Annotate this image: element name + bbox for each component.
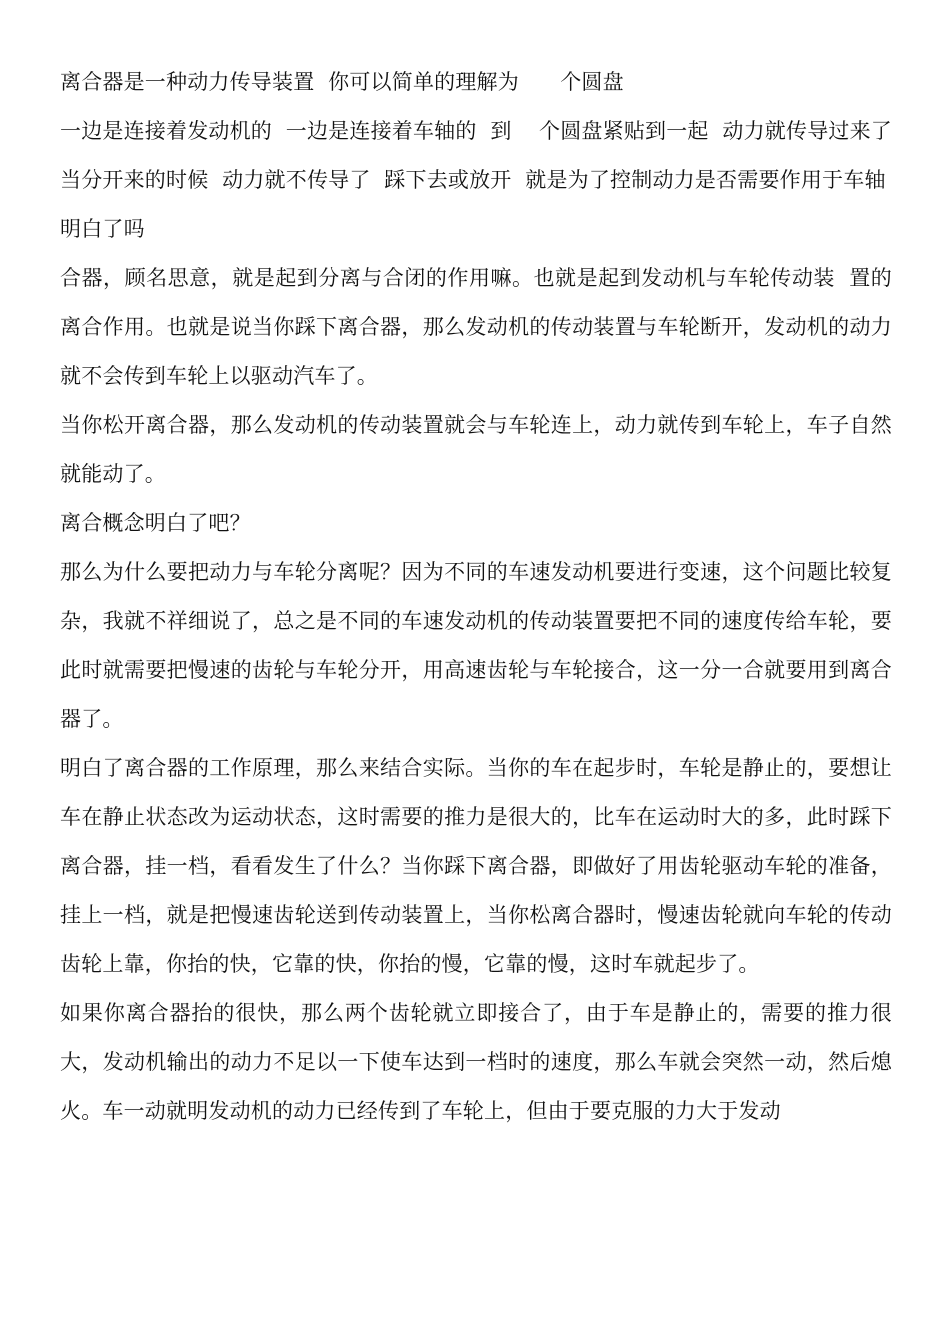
document-page	[60, 58, 906, 1136]
paragraph-clutch-definition: 离合器是一种动力传导装置 你可以简单的理解为 个圆盘	[60, 70, 624, 94]
paragraph-starting-car: 明白了离合器的工作原理，那么来结合实际。当你的车在起步时，车轮是静止的，要想让车在静止状态改为运动状态，这时需要的推力是很大的，比车在运动时大的多，此时踩下离合器，挂一档，看看发生了什么？当你踩下离合器，即做好了用齿轮驱动车轮的准备，挂上一档，就是把慢速齿轮送到传动装置上，当你松离合器时，慢速齿轮就向车轮的传动齿轮上靠，你抬的快，它靠的快，你抬的慢，它靠的慢，这时车就起步了。	[60, 756, 892, 976]
paragraph-clutch-discs: 一边是连接着发动机的 一边是连接着车轴的 到 个圆盘紧贴到一起 动力就传导过来了 当分开来的时候 动力就不传导了 踩下去或放开 就是为了控制动力是否需要作用于车轴	[60, 119, 906, 192]
paragraph-separation-function: 合器，顾名思意，就是起到分离与合闭的作用嘛。也就是起到发动机与车轮传动装 置的离合作用。也就是说当你踩下离合器，那么发动机的传动装置与车轮断开，发动机的动力就不会传到车轮上以驱动汽车了。	[60, 266, 892, 388]
paragraph-understand-question: 明白了吗	[60, 217, 145, 241]
paragraph-concept-question: 离合概念明白了吧？	[60, 511, 251, 535]
paragraph-release-clutch: 当你松开离合器，那么发动机的传动装置就会与车轮连上，动力就传到车轮上，车子自然就能动了。	[60, 413, 892, 486]
paragraph-why-separate: 那么为什么要把动力与车轮分离呢？因为不同的车速发动机要进行变速，这个问题比较复杂，我就不祥细说了，总之是不同的车速发动机的传动装置要把不同的速度传给车轮，要此时就需要把慢速的齿轮与车轮分开，用高速齿轮与车轮接合，这一分一合就要用到离合器了。	[60, 560, 892, 731]
paragraph-fast-release: 如果你离合器抬的很快，那么两个齿轮就立即接合了，由于车是静止的，需要的推力很大，发动机输出的动力不足以一下使车达到一档时的速度，那么车就会突然一动，然后熄火。车一动就明发动机的动力已经传到了车轮上，但由于要克服的力大于发动	[60, 1001, 892, 1123]
